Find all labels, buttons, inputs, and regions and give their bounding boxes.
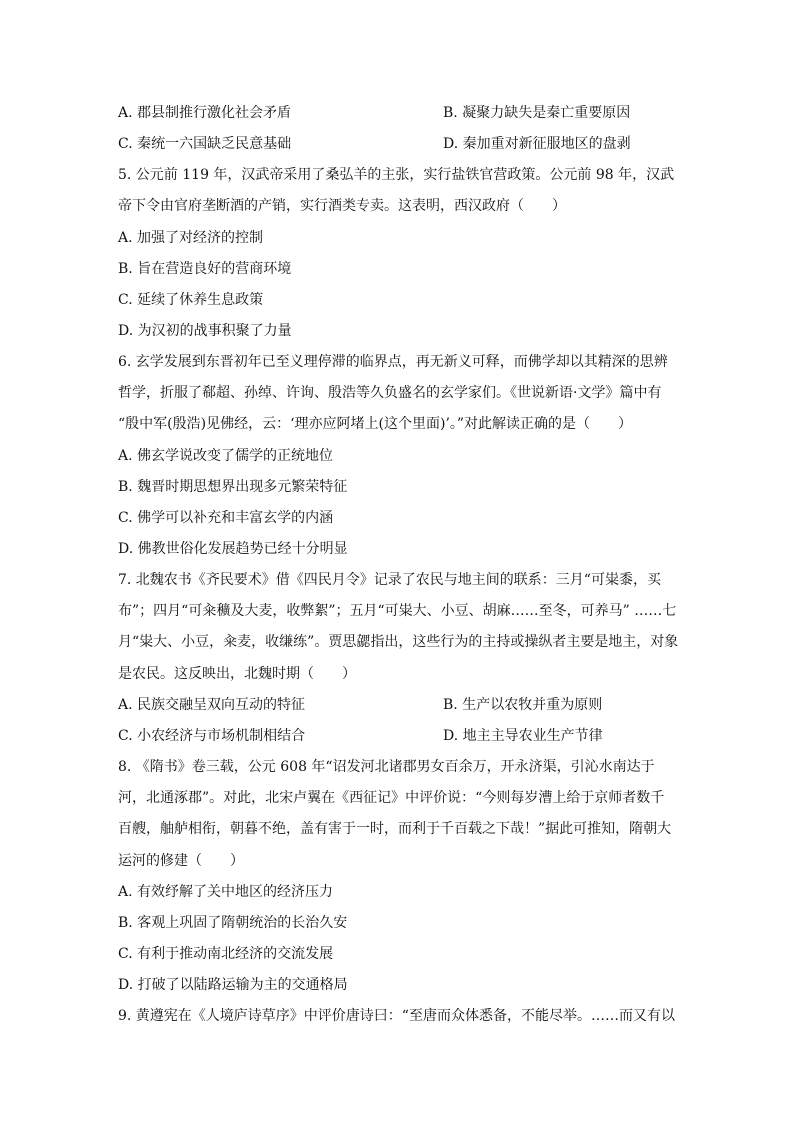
q7-stem-line: 布”；四月“可籴穬及大麦，收弊絮”；五月“可粜大、小豆、胡麻……至冬，可养马” ……七 — [118, 603, 677, 619]
q5-option-d: D. 为汉初的战事积聚了力量 — [118, 323, 292, 339]
q8-stem-line: 8. 《隋书》卷三载，公元 608 年“诏发河北诸郡男女百余万，开永济渠，引沁水南达于 — [118, 759, 655, 775]
q7-option-c: C. 小农经济与市场机制相结合 — [118, 728, 306, 744]
q7-option-d: D. 地主主导农业生产节律 — [443, 728, 603, 744]
q5-option-b: B. 旨在营造良好的营商环境 — [118, 261, 292, 277]
q4-option-c: C. 秦统一六国缺乏民意基础 — [118, 136, 292, 152]
q7-stem-line: 月“粜大、小豆，籴麦，收缣练”。贾思勰指出，这些行为的主持或操纵者主要是地主，对象 — [118, 634, 679, 650]
q4-option-b: B. 凝聚力缺失是秦亡重要原因 — [443, 105, 631, 121]
q7-option-a: A. 民族交融呈双向互动的特征 — [118, 697, 306, 713]
q5-option-a: A. 加强了对经济的控制 — [118, 230, 264, 246]
q8-option-c: C. 有利于推动南北经济的交流发展 — [118, 946, 334, 962]
q6-stem-line: “殷中军(殷浩)见佛经，云：‘理亦应阿堵上(这个里面)’。”对此解读正确的是（ ） — [118, 416, 633, 432]
q6-option-a: A. 佛玄学说改变了儒学的正统地位 — [118, 448, 334, 464]
q7-stem-line: 7. 北魏农书《齐民要术》借《四民月令》记录了农民与地主间的联系：三月“可粜黍，买 — [118, 572, 661, 588]
q8-option-a: A. 有效纾解了关中地区的经济压力 — [118, 884, 334, 900]
q8-stem-line: 运河的修建（ ） — [118, 853, 244, 869]
q4-option-d: D. 秦加重对新征服地区的盘剥 — [443, 136, 631, 152]
q7-stem-line: 是农民。这反映出，北魏时期（ ） — [118, 666, 356, 682]
q5-stem-line: 帝下令由官府垄断酒的产销，实行酒类专卖。这表明，西汉政府（ ） — [118, 198, 566, 214]
q8-option-d: D. 打破了以陆路运输为主的交通格局 — [118, 977, 348, 993]
q9-stem-line: 9. 黄遵宪在《人境庐诗草序》中评价唐诗曰：“至唐而众体悉备，不能尽举。……而又有以 — [118, 1008, 675, 1024]
q4-option-a: A. 郡县制推行激化社会矛盾 — [118, 105, 292, 121]
q5-stem-line: 5. 公元前 119 年，汉武帝采用了桑弘羊的主张，实行盐铁官营政策。公元前 98 年，汉武 — [118, 167, 675, 183]
q5-option-c: C. 延续了休养生息政策 — [118, 292, 264, 308]
q8-option-b: B. 客观上巩固了隋朝统治的长治久安 — [118, 915, 348, 931]
q6-stem-line: 6. 玄学发展到东晋初年已至义理停滞的临界点，再无新义可释，而佛学却以其精深的思辨 — [118, 354, 668, 370]
q8-stem-line: 河，北通涿郡”。对此，北宋卢翼在《西征记》中评价说：“今则每岁漕上给于京师者数千 — [118, 790, 665, 806]
q8-stem-line: 百艘，舳舻相衔，朝暮不绝，盖有害于一时，而利于千百载之下哉！”据此可推知，隋朝大 — [118, 821, 672, 837]
q6-option-c: C. 佛学可以补充和丰富玄学的内涵 — [118, 510, 334, 526]
q6-stem-line: 哲学，折服了郗超、孙绰、许询、殷浩等久负盛名的玄学家们。《世说新语·文学》篇中有 — [118, 385, 662, 401]
q7-option-b: B. 生产以农牧并重为原则 — [443, 697, 603, 713]
q6-option-d: D. 佛教世俗化发展趋势已经十分明显 — [118, 541, 348, 557]
q6-option-b: B. 魏晋时期思想界出现多元繁荣特征 — [118, 479, 348, 495]
